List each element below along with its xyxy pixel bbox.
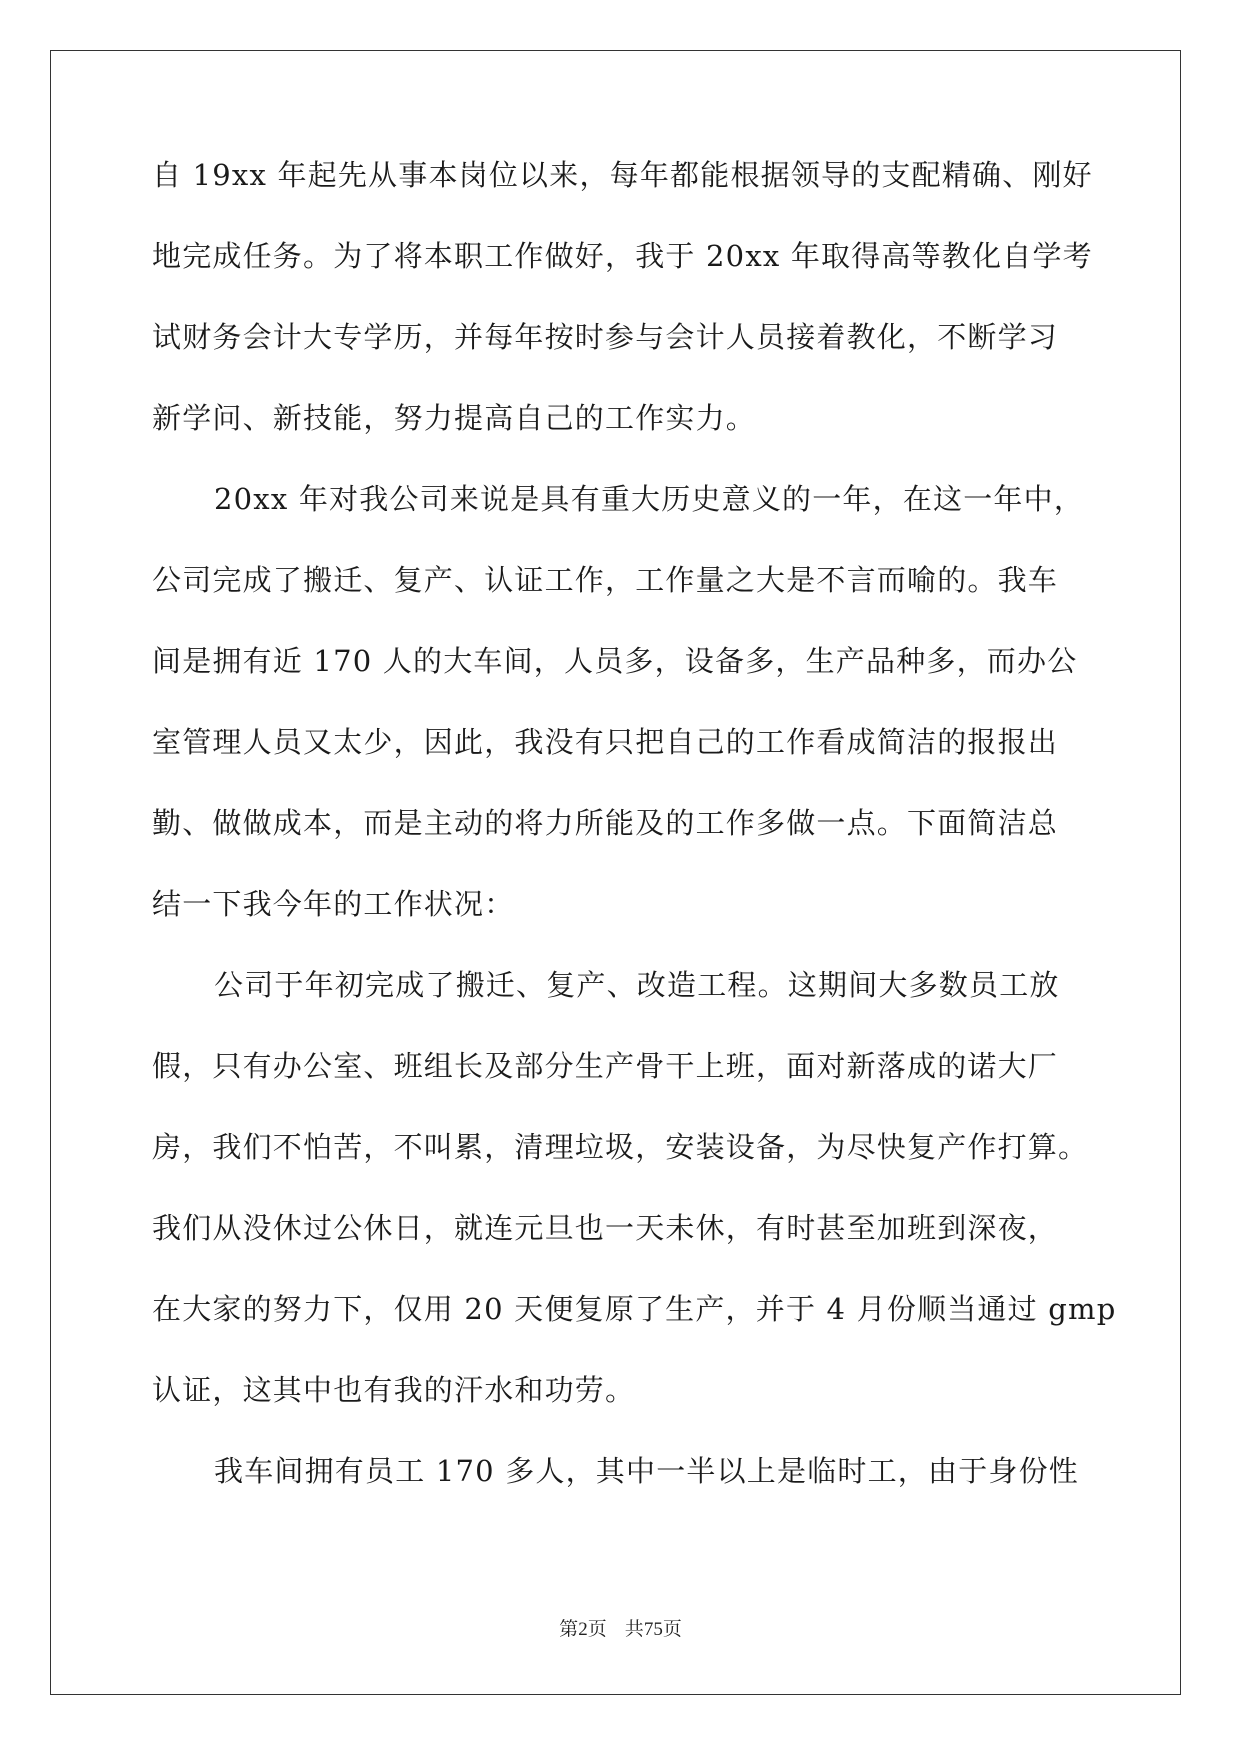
text-line: 认证，这其中也有我的汗水和功劳。 — [152, 1373, 636, 1407]
page-footer — [0, 1614, 1241, 1641]
text-line: 室管理人员又太少，因此，我没有只把自己的工作看成简洁的报报出 — [152, 725, 1059, 759]
text-line: 新学问、新技能，努力提高自己的工作实力。 — [152, 401, 757, 435]
page-suffix: 页 — [662, 1618, 682, 1640]
page-prefix: 第 — [559, 1618, 579, 1640]
text-line: 结一下我今年的工作状况： — [152, 887, 515, 921]
page-mid: 页 共 — [587, 1618, 644, 1640]
document-body — [152, 158, 1117, 1537]
text-line: 自 19xx 年起先从事本岗位以来，每年都能根据领导的支配精确、刚好 — [152, 158, 1093, 192]
text-line: 勤、做做成本，而是主动的将力所能及的工作多做一点。下面简洁总 — [152, 806, 1059, 840]
text-line: 20xx 年对我公司来说是具有重大历史意义的一年，在这一年中， — [214, 482, 1085, 516]
text-line: 地完成任务。为了将本职工作做好，我于 20xx 年取得高等教化自学考 — [152, 239, 1093, 273]
text-line: 公司完成了搬迁、复产、认证工作，工作量之大是不言而喻的。我车 — [152, 563, 1059, 597]
text-line: 公司于年初完成了搬迁、复产、改造工程。这期间大多数员工放 — [214, 968, 1060, 1002]
text-line: 在大家的努力下，仅用 20 天便复原了生产，并于 4 月份顺当通过 gmp — [152, 1292, 1117, 1326]
text-line: 假，只有办公室、班组长及部分生产骨干上班，面对新落成的诺大厂 — [152, 1049, 1059, 1083]
text-line: 房，我们不怕苦，不叫累，清理垃圾，安装设备，为尽快复产作打算。 — [152, 1130, 1089, 1164]
text-line: 我车间拥有员工 170 多人，其中一半以上是临时工，由于身份性 — [214, 1454, 1079, 1488]
page-current: 2 — [578, 1619, 588, 1640]
page-total: 75 — [643, 1619, 663, 1640]
text-line: 试财务会计大专学历，并每年按时参与会计人员接着教化，不断学习 — [152, 320, 1059, 354]
text-line: 我们从没休过公休日，就连元旦也一天未休，有时甚至加班到深夜， — [152, 1211, 1059, 1245]
text-line: 间是拥有近 170 人的大车间，人员多，设备多，生产品种多，而办公 — [152, 644, 1078, 678]
